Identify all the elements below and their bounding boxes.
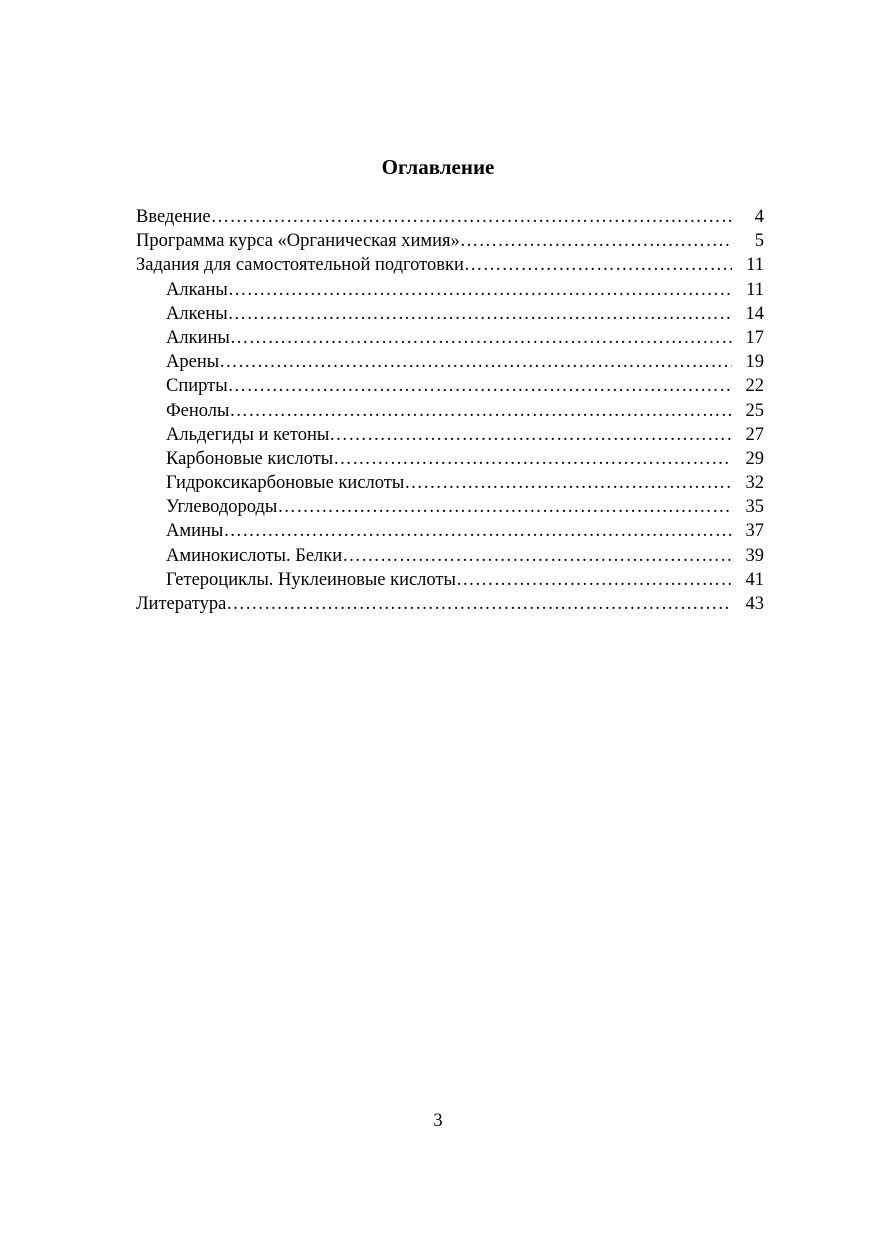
toc-entry-page: 27: [745, 424, 764, 445]
toc-entry-page: 41: [745, 569, 764, 590]
toc-entry-label: Арены: [166, 352, 220, 373]
toc-entry-amines[interactable]: [136, 519, 770, 543]
page-title: Оглавление: [381, 155, 495, 179]
toc-entry-label: Гетероциклы. Нуклеиновые кислоты: [166, 569, 456, 590]
toc-dot-leader: [333, 447, 732, 471]
toc-entry-label: Карбоновые кислоты: [166, 448, 334, 469]
toc-entry-introduction[interactable]: [136, 205, 770, 229]
toc-entry-alkenes[interactable]: [136, 302, 770, 326]
toc-entry-amino-acids-proteins[interactable]: [136, 544, 770, 568]
toc-entry-page: 4: [754, 207, 764, 227]
toc-entry-page: 22: [745, 376, 764, 397]
toc-entry-label: Алкины: [166, 327, 230, 348]
toc-dot-leader: [230, 326, 732, 350]
toc-entry-arenes[interactable]: [136, 350, 770, 374]
toc-entry-label: Аминокислоты. Белки: [166, 545, 343, 566]
toc-entry-label: Литература: [136, 594, 227, 614]
toc-entry-label: Альдегиды и кетоны: [166, 424, 330, 445]
toc-entry-heterocycles-nucleic-acids[interactable]: [136, 568, 770, 592]
toc-dot-leader: [229, 399, 732, 423]
toc-entry-page: 17: [745, 327, 764, 348]
toc-entry-alcohols[interactable]: [136, 374, 770, 398]
toc-entry-label: Углеводороды: [166, 497, 278, 518]
toc-dot-leader: [329, 423, 732, 447]
toc-dot-leader: [223, 519, 732, 543]
toc-dot-leader: [464, 253, 732, 277]
toc-entry-label: Введение: [136, 207, 211, 227]
toc-dot-leader: [456, 568, 732, 592]
toc-entry-label: Задания для самостоятельной подготовки: [136, 255, 464, 276]
toc-entry-label: Алкены: [166, 303, 228, 324]
toc-entry-course-program[interactable]: [136, 229, 770, 253]
toc-entry-page: 14: [745, 303, 764, 324]
toc-entry-label: Фенолы: [166, 400, 230, 421]
toc-entry-phenols[interactable]: [136, 399, 770, 423]
toc-entry-self-study-tasks[interactable]: [136, 253, 770, 277]
toc-entry-carboxylic-acids[interactable]: [136, 447, 770, 471]
toc-entry-page: 5: [754, 231, 764, 252]
toc-dot-leader: [460, 229, 732, 253]
toc-entry-page: 35: [745, 497, 764, 518]
toc-entry-page: 37: [745, 521, 764, 542]
toc-entry-page: 29: [745, 448, 764, 469]
toc-entry-hydroxycarboxylic-acids[interactable]: [136, 471, 770, 495]
toc-dot-leader: [228, 278, 732, 302]
toc-dot-leader: [211, 205, 732, 229]
toc-dot-leader: [226, 592, 732, 616]
toc-entry-page: 11: [746, 255, 764, 276]
toc-entry-page: 19: [745, 352, 764, 373]
toc-entry-carbohydrates[interactable]: [136, 495, 770, 519]
toc-entry-label: Амины: [166, 521, 224, 542]
toc-dot-leader: [404, 471, 732, 495]
toc-entry-label: Программа курса «Органическая химия»: [136, 231, 460, 252]
toc-dot-leader: [277, 495, 732, 519]
table-of-contents: [136, 205, 770, 616]
toc-entry-page: 43: [745, 594, 764, 614]
toc-entry-page: 25: [745, 400, 764, 421]
toc-dot-leader: [228, 302, 732, 326]
toc-entry-aldehydes-ketones[interactable]: [136, 423, 770, 447]
toc-entry-page: 39: [745, 545, 764, 566]
toc-entry-label: Гидроксикарбоновые кислоты: [166, 473, 405, 494]
toc-entry-label: Спирты: [166, 376, 228, 397]
toc-entry-alkanes[interactable]: [136, 278, 770, 302]
page-number: 3: [433, 1111, 443, 1131]
toc-entry-page: 11: [746, 279, 764, 300]
toc-dot-leader: [342, 544, 732, 568]
toc-dot-leader: [228, 374, 732, 398]
toc-dot-leader: [219, 350, 732, 374]
toc-entry-literature[interactable]: [136, 592, 770, 616]
toc-entry-label: Алканы: [166, 279, 228, 300]
toc-entry-alkynes[interactable]: [136, 326, 770, 350]
toc-entry-page: 32: [745, 473, 764, 494]
